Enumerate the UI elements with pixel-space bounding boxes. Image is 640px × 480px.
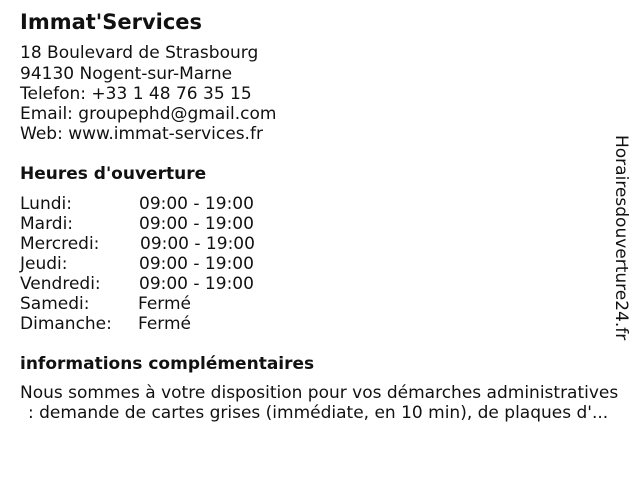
- hours-day-label: Samedi:: [20, 294, 90, 314]
- info-line-2: : demande de cartes grises (immédiate, en 10 min), de plaques d'...: [28, 403, 609, 423]
- hours-heading: Heures d'ouverture: [20, 164, 207, 184]
- hours-time-value: 09:00 - 19:00: [139, 254, 254, 274]
- hours-time-value: 09:00 - 19:00: [139, 214, 254, 234]
- business-name: Immat'Services: [20, 10, 203, 34]
- hours-time-value: Fermé: [138, 294, 192, 314]
- hours-day-label: Vendredi:: [20, 274, 101, 294]
- hours-day-label: Lundi:: [20, 194, 72, 214]
- hours-time-value: 09:00 - 19:00: [139, 194, 254, 214]
- hours-day-label: Dimanche:: [20, 314, 112, 334]
- address-line-city: 94130 Nogent-sur-Marne: [20, 64, 233, 84]
- hours-day-label: Jeudi:: [20, 254, 68, 274]
- info-line-1: Nous sommes à votre disposition pour vos démarches administratives: [20, 383, 619, 403]
- email-text: Email: groupephd@gmail.com: [20, 104, 277, 124]
- hours-time-value: 09:00 - 19:00: [140, 234, 255, 254]
- hours-day-label: Mercredi:: [20, 234, 100, 254]
- address-line-street: 18 Boulevard de Strasbourg: [20, 43, 259, 63]
- phone-text: Telefon: +33 1 48 76 35 15: [20, 84, 252, 104]
- web-text: Web: www.immat-services.fr: [20, 124, 263, 144]
- watermark-domain: Horairesdouverture24.fr: [611, 135, 631, 341]
- hours-day-label: Mardi:: [20, 214, 74, 234]
- info-description: [20, 383, 632, 423]
- info-heading: informations complémentaires: [20, 354, 315, 374]
- hours-time-value: 09:00 - 19:00: [139, 274, 254, 294]
- hours-time-value: Fermé: [138, 314, 192, 334]
